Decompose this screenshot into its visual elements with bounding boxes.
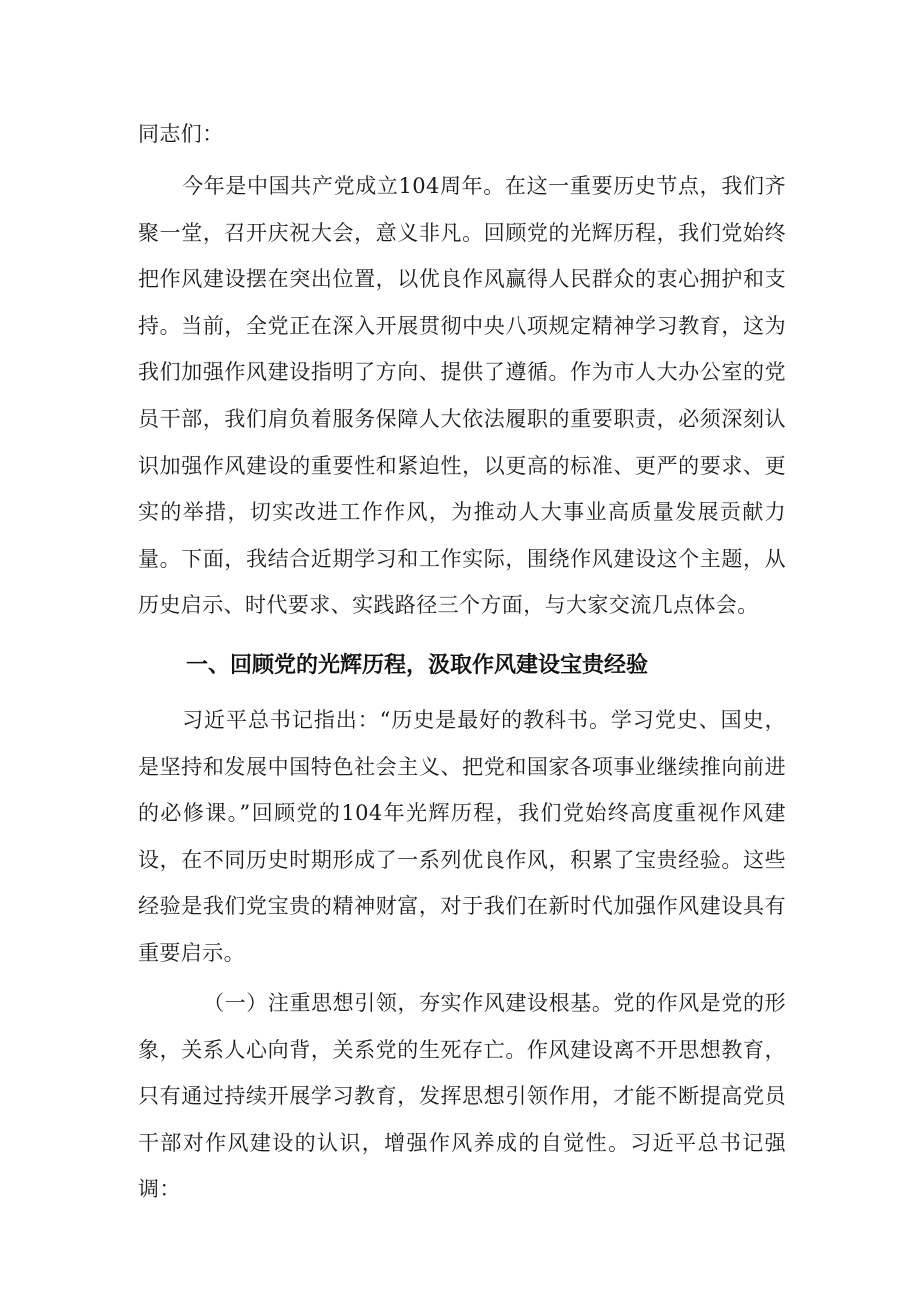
section-heading: 一、回顾党的光辉历程，汲取作风建设宝贵经验	[186, 653, 649, 678]
salutation: 同志们：	[138, 122, 224, 146]
intro-paragraph: 今年是中国共产党成立104周年。在这一重要历史节点，我们齐聚一堂，召开庆祝大会，意义非凡。回顾党的光辉历程，我们党始终把作风建设摆在突出位置，以优良作风赢得人民群众的衷心拥护和支持。当前，全党正在深入开展贯彻中央八项规定精神学习教育，这为我们加强作风建设指明了方向、提供了遵循。作为市人大办公室的党员干部，我们肩负着服务保障人大依法履职的重要职责，必须深刻认识加强作风建设的重要性和紧迫性，以更高的标准、更严的要求、更实的举措，切实改进工作作风，为推动人大事业高质量发展贡献力量。下面，我结合近期学习和工作实际，围绕作风建设这个主题，从历史启示、时代要求、实践路径三个方面，与大家交流几点体会。	[138, 174, 786, 618]
section-paragraph: 习近平总书记指出：“历史是最好的教科书。学习党史、国史，是坚持和发展中国特色社会主义、把党和国家各项事业继续推向前进的必修课。”回顾党的104年光辉历程，我们党始终高度重视作风建设，在不同历史时期形成了一系列优良作风，积累了宝贵经验。这些经验是我们党宝贵的精神财富，对于我们在新时代加强作风建设具有重要启示。	[138, 708, 786, 965]
subsection-paragraph: （一）注重思想引领，夯实作风建设根基。党的作风是党的形象，关系人心向背，关系党的生死存亡。作风建设离不开思想教育，只有通过持续开展学习教育，发挥思想引领作用，才能不断提高党员干部对作风建设的认识，增强作风养成的自觉性。习近平总书记强调：	[138, 991, 786, 1202]
